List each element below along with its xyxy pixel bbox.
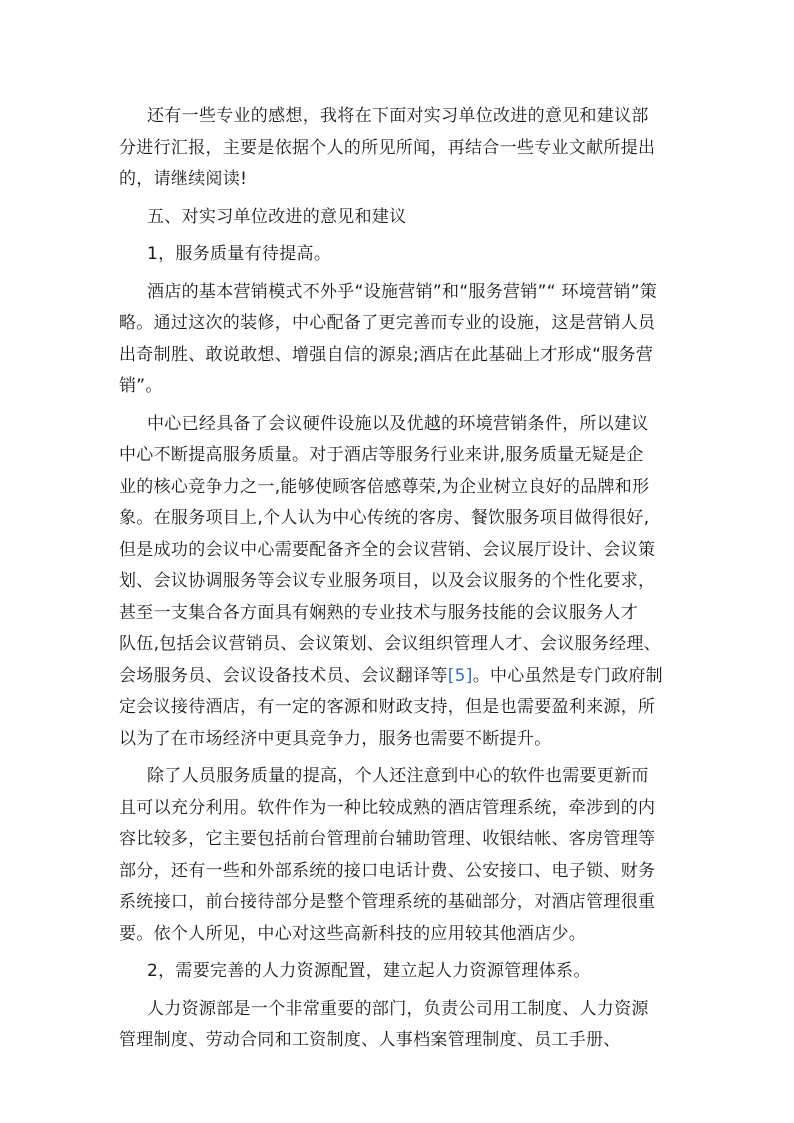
text-line: 中心不断提高服务质量。对于酒店等服务行业来讲,服务质量无疑是企	[119, 445, 644, 465]
text-segment: 。中心虽然是专门政府制	[472, 665, 663, 686]
paragraph-service-quality	[119, 409, 679, 756]
text-line: 划、会议协调服务等会议专业服务项目，以及会议服务的个性化要求，	[119, 571, 656, 591]
citation-ref: [5]	[447, 665, 473, 686]
text-line: 出奇制胜、敢说敢想、增强自信的源泉;酒店在此基础上才形成“服务营	[119, 344, 654, 365]
paragraph-software	[119, 761, 679, 950]
text-line: 系统接口，前台接待部分是整个管理系统的基础部分，对酒店管理很重	[119, 892, 656, 912]
document-body	[119, 101, 679, 1057]
text-line: 象。在服务项目上,个人认为中心传统的客房、餐饮服务项目做得很好,	[119, 508, 650, 528]
text-line	[119, 661, 679, 693]
text-line: 中心已经具备了会议硬件设施以及优越的环境营销条件，所以建议	[147, 413, 649, 434]
text-line: 管理制度、劳动合同和工资制度、人事档案管理制度、员工手册、	[119, 1030, 621, 1050]
text-line: 队伍,包括会议营销员、会议策划、会议组织管理人才、会议服务经理、	[119, 634, 662, 654]
text-line: 以为了在市场经济中更具竞争力，服务也需要不断提升。	[119, 728, 552, 749]
subheading-hr	[119, 956, 679, 988]
text-line: 部分，还有一些和外部系统的接口电话计费、公安接口、电子锁、财务	[119, 860, 656, 881]
text-line: 除了人员服务质量的提高，个人还注意到中心的软件也需要更新而	[147, 766, 649, 786]
subheading-text: 2，需要完善的人力资源配置，建立起人力资源管理体系。	[147, 961, 591, 981]
paragraph-marketing	[119, 277, 679, 403]
text-line: 但是成功的会议中心需要配备齐全的会议营销、会议展厅设计、会议策	[119, 539, 656, 560]
text-segment: 会场服务员、会议设备技术员、会议翻译等	[119, 665, 448, 686]
text-line: 人力资源部是一个非常重要的部门，负责公司用工制度、人力资源	[147, 998, 649, 1019]
paragraph-intro	[119, 101, 679, 196]
text-line: 业的核心竞争力之一,能够使顾客倍感尊荣,为企业树立良好的品牌和形	[119, 476, 650, 497]
text-line: 且可以充分利用。软件作为一种比较成熟的酒店管理系统，牵涉到的内	[119, 797, 656, 818]
section-heading	[119, 202, 679, 234]
text-line: 容比较多，它主要包括前台管理前台辅助管理、收银结帐、客房管理等	[119, 829, 656, 849]
heading-text: 五、对实习单位改进的意见和建议	[147, 206, 407, 227]
text-line: 定会议接待酒店，有一定的客源和财政支持，但是也需要盈利来源，所	[119, 697, 656, 717]
subheading-text: 1，服务质量有待提高。	[147, 244, 332, 264]
text-line: 销”。	[119, 376, 163, 396]
text-line: 甚至一支集合各方面具有娴熟的专业技术与服务技能的会议服务人才	[119, 602, 638, 623]
paragraph-hr	[119, 994, 679, 1057]
subheading-service-quality	[119, 239, 679, 271]
text-line: 酒店的基本营销模式不外乎“设施营销”和“服务营销”“ 环境营销”策	[147, 281, 658, 302]
text-line: 还有一些专业的感想，我将在下面对实习单位改进的意见和建议部	[147, 106, 649, 126]
text-line: 要。依个人所见，中心对这些高新科技的应用较其他酒店少。	[119, 923, 587, 944]
text-line: 分进行汇报，主要是依据个人的所见所闻，再结合一些专业文献所提出	[119, 137, 656, 158]
text-line: 的，请继续阅读!	[119, 169, 248, 189]
text-line: 略。通过这次的装修，中心配备了更完善而专业的设施，这是营销人员	[119, 313, 656, 333]
